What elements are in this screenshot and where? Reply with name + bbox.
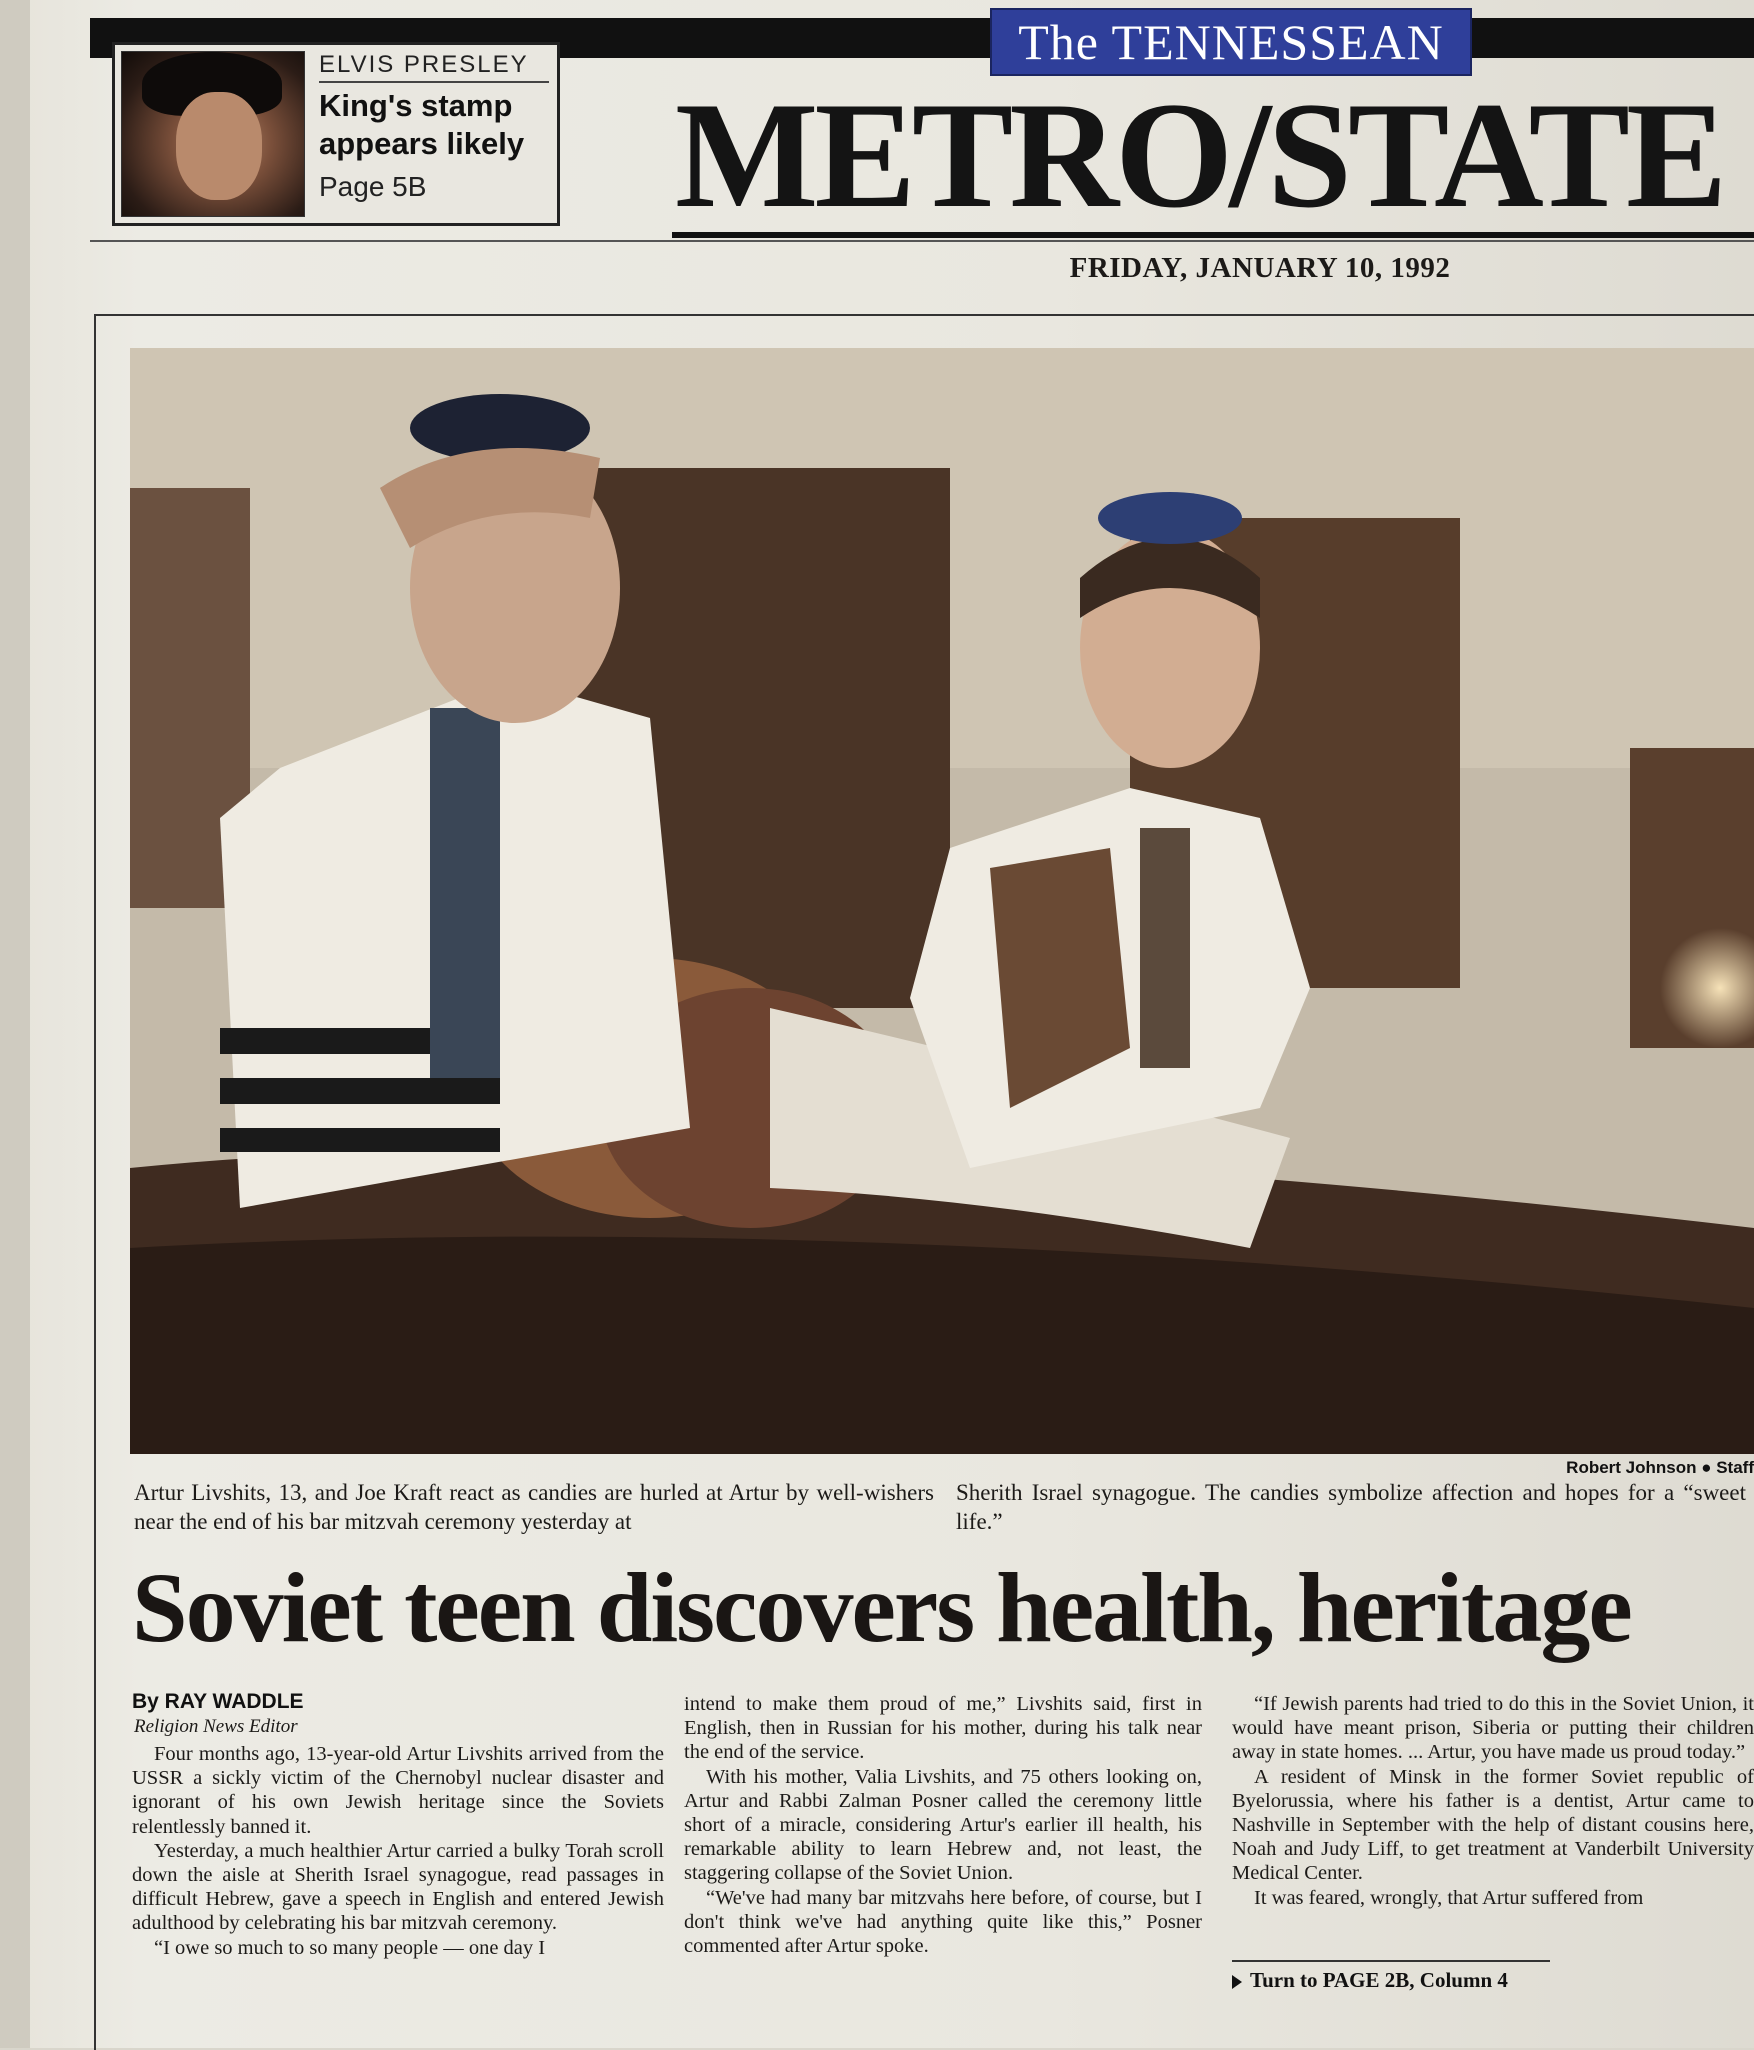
teaser-kicker: ELVIS PRESLEY (319, 51, 549, 83)
paragraph: With his mother, Valia Livshits, and 75 others looking on, Artur and Rabbi Zalman Posner called the ceremony little short of a miracle, considering Artur's earlier ill health, his remarkable ability to learn Hebrew and, not least, the staggering collapse of the Soviet Union. (684, 1765, 1202, 1885)
jump-line[interactable] (1232, 1968, 1632, 1996)
arrow-right-icon (1232, 1975, 1242, 1989)
paragraph: intend to make them proud of me,” Livshits said, first in English, then in Russian for his mother, during his talk near the end of the service. (684, 1693, 1202, 1764)
paragraph: A resident of Minsk in the former Soviet republic of Byelorussia, where his father is a dentist, Artur came to Nashville in September with the help of distant cousins here, Noah and Judy Liff, to get treatment at Vanderbilt University Medical Center. (1232, 1765, 1754, 1885)
story-column-3 (1232, 1692, 1754, 1952)
photo-credit: Robert Johnson ● Staff (1566, 1458, 1754, 1477)
byline: By RAY WADDLE (132, 1690, 304, 1713)
paragraph: It was feared, wrongly, that Artur suffered from (1254, 1886, 1644, 1909)
byline-title: Religion News Editor (134, 1716, 298, 1737)
masthead-rule (672, 232, 1754, 238)
teaser-headline: King's stamp appears likely (319, 88, 525, 161)
teaser-page-ref: Page 5B (319, 171, 427, 202)
main-photo (130, 348, 1754, 1454)
page-edge (0, 0, 30, 2048)
photo-caption-right: Sherith Israel synagogue. The candies symbolize affection and hopes for a “sweet life.” (956, 1480, 1746, 1534)
story-column-1 (132, 1742, 664, 2042)
story-column-2 (684, 1692, 1202, 2032)
photo-caption-left: Artur Livshits, 13, and Joe Kraft react as candies are hurled at Artur by well-wishers near the end of his bar mitzvah ceremony yesterday at (134, 1480, 934, 1534)
section-title: METRO/STATE (675, 80, 1724, 230)
jump-rule (1232, 1960, 1550, 1962)
paragraph: Four months ago, 13-year-old Artur Livshits arrived from the USSR a sickly victim of the Chernobyl nuclear disaster and ignorant of his own Jewish heritage since the Soviets relentlessly banned it. (132, 1743, 664, 1838)
dateline: FRIDAY, JANUARY 10, 1992 (1069, 252, 1451, 284)
teaser-photo (121, 51, 305, 217)
jump-text: Turn to PAGE 2B, Column 4 (1250, 1968, 1508, 1992)
story-headline: Soviet teen discovers health, heritage (132, 1552, 1631, 1663)
newspaper-brand: The TENNESSEAN (990, 8, 1472, 76)
paragraph: “If Jewish parents had tried to do this in the Soviet Union, it would have meant prison, Siberia or putting their children away in state homes. ... Artur, you have made us proud today.” (1232, 1693, 1754, 1764)
masthead-divider (90, 240, 1754, 242)
paragraph: “I owe so much to so many people — one day I (154, 1936, 546, 1959)
teaser-box[interactable] (112, 42, 560, 226)
paragraph: Yesterday, a much healthier Artur carried a bulky Torah scroll down the aisle at Sherith Israel synagogue, read passages in difficult Hebrew, gave a speech in English and entered Jewish adulthood by celebrating his bar mitzvah ceremony. (132, 1839, 664, 1935)
teaser-photo-face (176, 92, 262, 200)
paragraph: “We've had many bar mitzvahs here before, of course, but I don't think we've had anything quite like this,” Posner commented after Artur spoke. (684, 1886, 1202, 1958)
